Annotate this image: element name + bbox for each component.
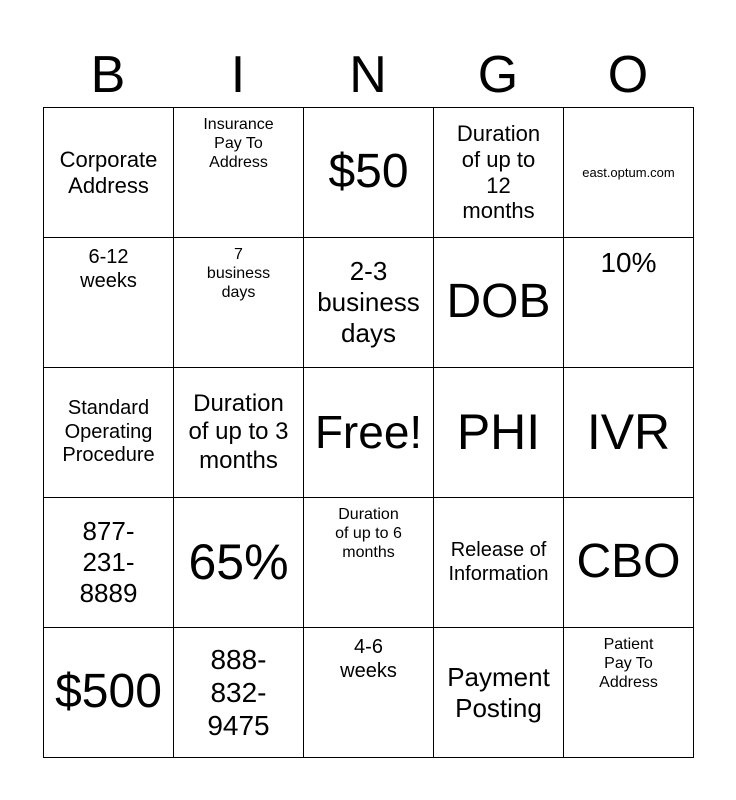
bingo-cell[interactable] <box>434 368 564 498</box>
cell-text: IVR <box>586 404 671 460</box>
cell-text: Patient Pay To Address <box>599 636 658 691</box>
bingo-cell[interactable] <box>174 238 304 368</box>
cell-text: Release of Information <box>448 538 549 585</box>
cell-text: Duration of up to 6 months <box>335 506 402 561</box>
free-space[interactable] <box>304 368 434 498</box>
cell-text: $500 <box>55 665 162 719</box>
cell-text: Standard Operating Procedure <box>62 397 155 467</box>
header-letter-o: O <box>607 46 649 104</box>
cell-text: Free! <box>314 406 423 459</box>
bingo-cell[interactable] <box>434 628 564 758</box>
bingo-cell[interactable] <box>44 498 174 628</box>
bingo-cell[interactable] <box>174 628 304 758</box>
bingo-board <box>43 107 694 758</box>
cell-text: 6-12 weeks <box>80 246 137 292</box>
cell-text: Duration of up to 3 months <box>188 390 289 474</box>
cell-text: 10% <box>600 247 657 278</box>
bingo-cell[interactable] <box>44 238 174 368</box>
bingo-cell[interactable] <box>434 498 564 628</box>
cell-text: Insurance Pay To Address <box>203 116 274 171</box>
bingo-cell[interactable] <box>174 498 304 628</box>
cell-text: Payment Posting <box>447 661 550 723</box>
cell-text: CBO <box>576 535 681 589</box>
header-letter-g: G <box>477 46 519 104</box>
cell-text: 4-6 weeks <box>340 636 397 682</box>
bingo-cell[interactable] <box>564 108 694 238</box>
cell-text: Duration of up to 12 months <box>456 120 541 224</box>
cell-text: 65% <box>188 534 289 590</box>
cell-text: 877- 231- 8889 <box>79 516 138 608</box>
bingo-cell[interactable] <box>434 238 564 368</box>
bingo-cell[interactable] <box>44 628 174 758</box>
cell-text: PHI <box>456 404 541 460</box>
header-letter-n: N <box>349 46 387 104</box>
cell-text: 2-3 business days <box>317 256 420 348</box>
bingo-cell[interactable] <box>564 498 694 628</box>
cell-text: Corporate Address <box>59 146 158 198</box>
cell-text: east.optum.com <box>582 164 675 180</box>
bingo-cell[interactable] <box>44 368 174 498</box>
cell-text: 888- 832- 9475 <box>207 643 270 742</box>
bingo-cell[interactable] <box>304 628 434 758</box>
bingo-cell[interactable] <box>304 238 434 368</box>
header-letter-i: I <box>230 46 246 104</box>
cell-text: 7 business days <box>206 246 271 301</box>
header-letter-b: B <box>90 46 126 104</box>
cell-text: $50 <box>328 145 409 199</box>
bingo-cell[interactable] <box>44 108 174 238</box>
bingo-cell[interactable] <box>564 628 694 758</box>
cell-text: DOB <box>446 275 551 329</box>
bingo-cell[interactable] <box>434 108 564 238</box>
bingo-cell[interactable] <box>564 368 694 498</box>
bingo-cell[interactable] <box>304 498 434 628</box>
bingo-cell[interactable] <box>564 238 694 368</box>
bingo-header <box>43 44 693 106</box>
bingo-cell[interactable] <box>174 368 304 498</box>
bingo-cell[interactable] <box>174 108 304 238</box>
bingo-cell[interactable] <box>304 108 434 238</box>
